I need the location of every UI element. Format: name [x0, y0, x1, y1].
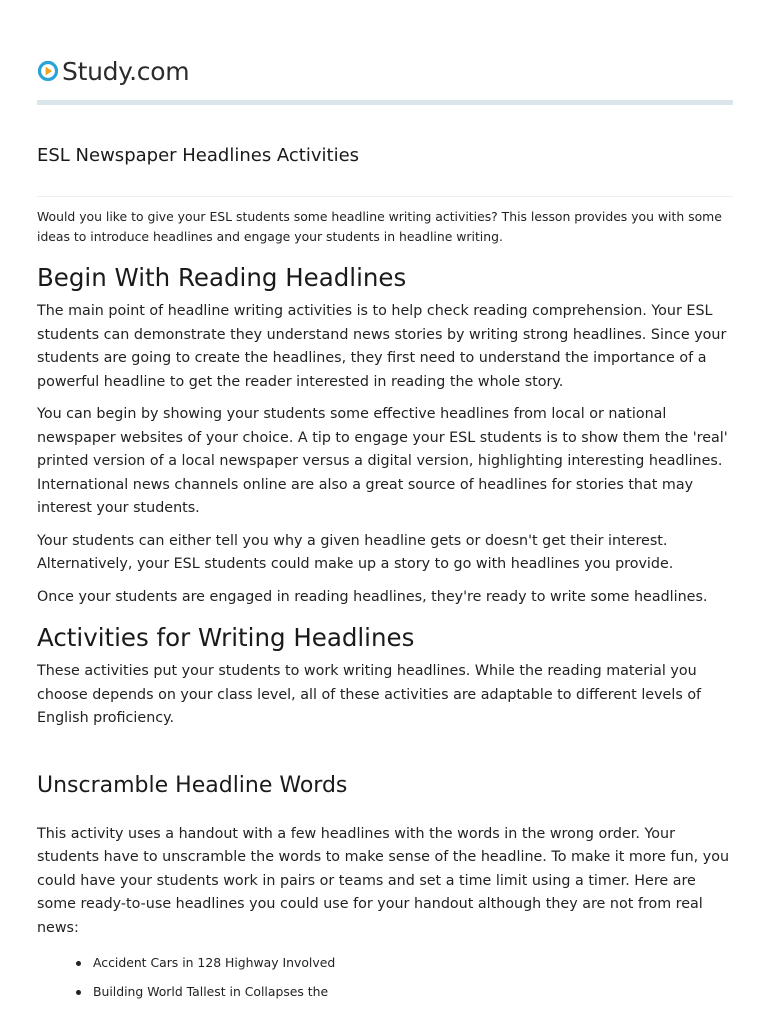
section-heading-reading: Begin With Reading Headlines — [37, 263, 407, 292]
bullet-icon — [76, 961, 81, 966]
paragraph: Once your students are engaged in reading headlines, they're ready to write some headlines. — [37, 588, 708, 605]
paragraph: This activity uses a handout with a few headlines with the words in the wrong order. Your students have to unscramble the words to make sense of the headline. To make it more fun, you could have your students work in pairs or teams and set a time limit using a timer. Here are some ready-to-use headlines you could use for your handout although they are not from real news: — [37, 825, 730, 936]
brand-name[interactable]: Study.com — [62, 56, 190, 86]
paragraph: The main point of headline writing activities is to help check reading comprehension. Your ESL students can demonstrate they understand news stories by writing strong headlines. Since your students are going to create the headlines, they first need to understand the importance of a powerful headline to get the reader interested in reading the whole story. — [37, 303, 727, 390]
bullet-icon — [76, 990, 81, 995]
header-divider — [37, 100, 733, 105]
article-body — [37, 262, 733, 1011]
list-item-text: Accident Cars in 128 Highway Involved — [93, 955, 336, 970]
scrambled-headlines-list — [37, 953, 733, 1002]
document-title: ESL Newspaper Headlines Activities — [37, 145, 360, 166]
list-item — [93, 953, 733, 973]
section-heading-writing: Activities for Writing Headlines — [37, 623, 415, 652]
list-item — [93, 982, 733, 1002]
paragraph: Your students can either tell you why a given headline gets or doesn't get their interest. Alternatively, your ESL students could make up a story to go with headlines you provide. — [37, 532, 674, 572]
paragraph: You can begin by showing your students some effective headlines from local or national newspaper websites of your choice. A tip to engage your ESL students is to show them the 'real' printed version of a local newspaper versus a digital version, highlighting interesting headlines. International news channels online are also a great source of headlines for stories that may interest your students. — [37, 406, 728, 516]
paragraph: These activities put your students to work writing headlines. While the reading material you choose depends on your class level, all of these activities are adaptable to different levels of English proficiency. — [37, 663, 702, 726]
site-header — [37, 54, 189, 88]
title-divider — [37, 196, 733, 197]
section-heading-unscramble: Unscramble Headline Words — [37, 772, 348, 798]
list-item-text: Building World Tallest in Collapses the — [93, 984, 329, 999]
intro-paragraph: Would you like to give your ESL students some headline writing activities? This lesson provides you with some ideas to introduce headlines and engage your students in headline writing. — [37, 209, 722, 244]
study-logo-icon[interactable] — [37, 60, 59, 82]
